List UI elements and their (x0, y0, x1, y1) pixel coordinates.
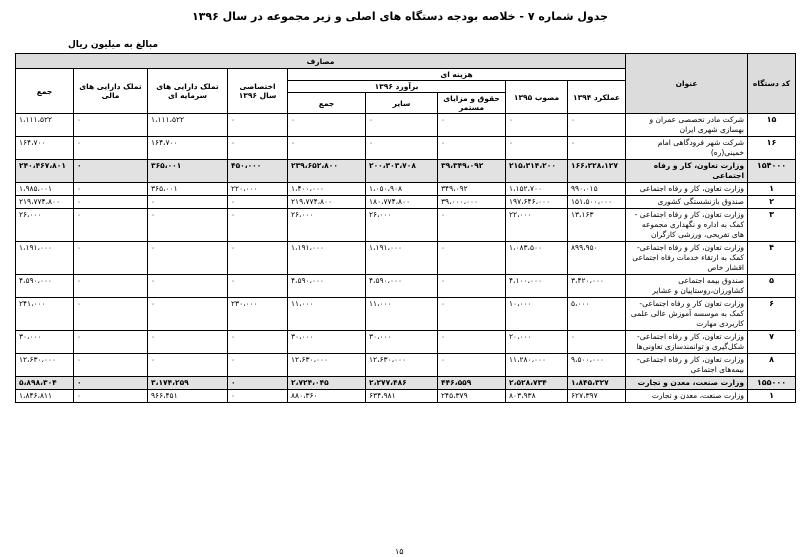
cell-subtotal: ۲۱۹،۷۷۴،۸۰۰ (288, 196, 366, 209)
cell-total: ۵،۸۹۸،۳۰۴ (16, 377, 74, 390)
cell-subtotal: ۰ (288, 114, 366, 137)
cell-financial: ۰ (74, 196, 148, 209)
cell-financial: ۰ (74, 160, 148, 183)
header-estimate: برآورد ۱۳۹۶ (288, 81, 506, 93)
cell-specific: ۰ (228, 114, 288, 137)
row-code: ۴ (748, 242, 796, 275)
cell-total: ۲۴۰،۴۶۷،۸۰۱ (16, 160, 74, 183)
cell-total: ۱،۹۸۵،۰۰۱ (16, 183, 74, 196)
cell-salary: ۳۹،۰۰۰،۰۰۰ (438, 196, 506, 209)
cell-specific: ۰ (228, 390, 288, 403)
cell-subtotal: ۲۳۹،۶۵۲،۸۰۰ (288, 160, 366, 183)
cell-other: ۶۳۴،۹۸۱ (366, 390, 438, 403)
table-row (16, 196, 796, 209)
header-financial: تملک دارایی های مالی (74, 69, 148, 114)
cell-total: ۱،۸۴۶،۸۱۱ (16, 390, 74, 403)
cell-specific: ۲۲۰،۰۰۰ (228, 183, 288, 196)
cell-salary: ۰ (438, 242, 506, 275)
table-row (16, 331, 796, 354)
cell-actual: ۱،۸۴۵،۳۲۷ (568, 377, 626, 390)
table-row (16, 160, 796, 183)
cell-financial: ۰ (74, 183, 148, 196)
cell-capital: ۱۶۴،۷۰۰ (148, 137, 228, 160)
cell-actual: ۳،۴۲۰،۰۰۰ (568, 275, 626, 298)
cell-financial: ۰ (74, 377, 148, 390)
cell-approved: ۱،۱۵۲،۷۰۰ (506, 183, 568, 196)
cell-subtotal: ۸۸۰،۳۶۰ (288, 390, 366, 403)
header-expenses: مصارف (16, 54, 626, 69)
row-code: ۱۵۴۰۰۰ (748, 160, 796, 183)
row-name: شرکت شهر فرودگاهی امام خمینی(ره) (626, 137, 748, 160)
cell-salary: ۰ (438, 354, 506, 377)
row-name: شرکت مادر تخصصی عمران و بهسازی شهری ایران (626, 114, 748, 137)
table-row (16, 209, 796, 242)
unit-note: مبالغ به میلیون ریال (68, 40, 159, 50)
cell-capital: ۰ (148, 298, 228, 331)
cell-actual: ۰ (568, 331, 626, 354)
cell-subtotal: ۱۱،۰۰۰ (288, 298, 366, 331)
header-subtotal: جمع (288, 93, 366, 114)
cell-other: ۱،۰۵۰،۹۰۸ (366, 183, 438, 196)
table-row (16, 275, 796, 298)
cell-subtotal: ۱،۱۹۱،۰۰۰ (288, 242, 366, 275)
cell-specific: ۰ (228, 331, 288, 354)
cell-capital: ۰ (148, 242, 228, 275)
cell-subtotal: ۲۶،۰۰۰ (288, 209, 366, 242)
cell-financial: ۰ (74, 298, 148, 331)
cell-subtotal: ۴،۵۹۰،۰۰۰ (288, 275, 366, 298)
cell-financial: ۰ (74, 242, 148, 275)
table-row (16, 242, 796, 275)
cell-specific: ۰ (228, 377, 288, 390)
table-row (16, 377, 796, 390)
cell-other: ۱،۱۹۱،۰۰۰ (366, 242, 438, 275)
cell-specific: ۰ (228, 242, 288, 275)
cell-actual: ۹،۵۰۰،۰۰۰ (568, 354, 626, 377)
cell-total: ۱،۱۹۱،۰۰۰ (16, 242, 74, 275)
cell-financial: ۰ (74, 137, 148, 160)
header-actual: عملکرد ۱۳۹۴ (568, 81, 626, 114)
header-capital: تملک دارایی های سرمایه ای (148, 69, 228, 114)
cell-capital: ۰ (148, 331, 228, 354)
table-row (16, 114, 796, 137)
cell-other: ۲۰۰،۳۰۳،۷۰۸ (366, 160, 438, 183)
cell-financial: ۰ (74, 275, 148, 298)
cell-capital: ۹۶۶،۴۵۱ (148, 390, 228, 403)
cell-subtotal: ۱۲،۶۳۰،۰۰۰ (288, 354, 366, 377)
cell-total: ۴،۵۹۰،۰۰۰ (16, 275, 74, 298)
cell-approved: ۱،۰۸۳،۵۰۰ (506, 242, 568, 275)
cell-approved: ۰ (506, 114, 568, 137)
cell-other: ۴،۵۹۰،۰۰۰ (366, 275, 438, 298)
row-name: وزارت تعاون، کار و رفاه اجتماعی- بیمه‌های اجتماعی (626, 354, 748, 377)
cell-other: ۲،۲۷۷،۴۸۶ (366, 377, 438, 390)
cell-financial: ۰ (74, 354, 148, 377)
cell-salary: ۰ (438, 298, 506, 331)
row-code: ۶ (748, 298, 796, 331)
table-row (16, 298, 796, 331)
table-row (16, 183, 796, 196)
cell-salary: ۰ (438, 331, 506, 354)
cell-actual: ۱۶۶،۲۲۸،۱۲۷ (568, 160, 626, 183)
budget-table (15, 53, 796, 403)
cell-specific: ۰ (228, 209, 288, 242)
cell-capital: ۳۶۵،۰۰۱ (148, 160, 228, 183)
cell-financial: ۰ (74, 114, 148, 137)
row-code: ۷ (748, 331, 796, 354)
row-code: ۱۵ (748, 114, 796, 137)
cell-salary: ۰ (438, 275, 506, 298)
header-salary: حقوق و مزایای مستمر (438, 93, 506, 114)
row-name: وزارت تعاون، کار و رفاه اجتماعی (626, 160, 748, 183)
cell-capital: ۰ (148, 275, 228, 298)
row-name: صندوق بازنشستگی کشوری (626, 196, 748, 209)
header-code: کد دستگاه (748, 54, 796, 114)
cell-actual: ۵،۰۰۰ (568, 298, 626, 331)
cell-capital: ۰ (148, 354, 228, 377)
cell-total: ۲۶،۰۰۰ (16, 209, 74, 242)
row-code: ۵ (748, 275, 796, 298)
row-name: وزارت تعاون، کار و رفاه اجتماعی-کمک به ارتقاء خدمات رفاه اجتماعی اقشار خاص (626, 242, 748, 275)
cell-capital: ۱،۱۱۱،۵۲۲ (148, 114, 228, 137)
cell-capital: ۳۶۵،۰۰۱ (148, 183, 228, 196)
cell-approved: ۲،۵۲۸،۷۳۴ (506, 377, 568, 390)
cell-specific: ۰ (228, 275, 288, 298)
cell-actual: ۹۹۰،۰۱۵ (568, 183, 626, 196)
cell-actual: ۸۹۹،۹۵۰ (568, 242, 626, 275)
cell-approved: ۸۰۳،۹۳۸ (506, 390, 568, 403)
header-approved: مصوب ۱۳۹۵ (506, 81, 568, 114)
cell-salary: ۳۹،۳۴۹،۰۹۲ (438, 160, 506, 183)
cell-approved: ۲۱۵،۳۱۴،۲۰۰ (506, 160, 568, 183)
cell-salary: ۴۴۶،۵۵۹ (438, 377, 506, 390)
header-total: جمع (16, 69, 74, 114)
cell-actual: ۰ (568, 137, 626, 160)
cell-total: ۱،۱۱۱،۵۲۲ (16, 114, 74, 137)
cell-approved: ۱۱،۲۸۰،۰۰۰ (506, 354, 568, 377)
page-number: ۱۵ (395, 547, 404, 556)
cell-salary: ۲۴۵،۳۷۹ (438, 390, 506, 403)
cell-specific: ۲۳۰،۰۰۰ (228, 298, 288, 331)
header-name: عنوان (626, 54, 748, 114)
cell-other: ۱۱،۰۰۰ (366, 298, 438, 331)
row-code: ۱۶ (748, 137, 796, 160)
cell-subtotal: ۰ (288, 137, 366, 160)
cell-salary: ۰ (438, 137, 506, 160)
cell-subtotal: ۲،۷۲۴،۰۴۵ (288, 377, 366, 390)
row-code: ۱ (748, 390, 796, 403)
header-specific: اختصاصی سال ۱۳۹۶ (228, 69, 288, 114)
cell-actual: ۱۵۱،۵۰۰،۰۰۰ (568, 196, 626, 209)
cell-specific: ۰ (228, 137, 288, 160)
cell-total: ۲۴۱،۰۰۰ (16, 298, 74, 331)
cell-specific: ۴۵۰،۰۰۰ (228, 160, 288, 183)
cell-total: ۲۱۹،۷۷۴،۸۰۰ (16, 196, 74, 209)
row-name: وزارت تعاون، کار و رفاه اجتماعی (626, 183, 748, 196)
cell-salary: ۰ (438, 114, 506, 137)
cell-approved: ۲۰،۰۰۰ (506, 331, 568, 354)
header-current: هزینه ای (288, 69, 626, 81)
cell-other: ۱۸۰،۷۷۴،۸۰۰ (366, 196, 438, 209)
cell-financial: ۰ (74, 209, 148, 242)
table-body (16, 114, 796, 403)
cell-total: ۳۰،۰۰۰ (16, 331, 74, 354)
cell-approved: ۲۲،۰۰۰ (506, 209, 568, 242)
row-name: وزارت تعاون کار و رفاه اجتماعی-کمک به موسسه آموزش عالی علمی کاربردی مهارت (626, 298, 748, 331)
row-name: وزارت تعاون، کار و رفاه اجتماعی- شکل‌گیری و توانمندسازی تعاونی‌ها (626, 331, 748, 354)
row-name: وزارت تعاون، کار و رفاه اجتماعی - کمک به اداره و نگهداری مجموعه های تفریحی، ورزشی کارگران (626, 209, 748, 242)
cell-other: ۱۲،۶۳۰،۰۰۰ (366, 354, 438, 377)
cell-salary: ۰ (438, 209, 506, 242)
cell-other: ۳۰،۰۰۰ (366, 331, 438, 354)
cell-financial: ۰ (74, 390, 148, 403)
cell-other: ۲۶،۰۰۰ (366, 209, 438, 242)
cell-actual: ۱۳،۱۶۳ (568, 209, 626, 242)
cell-salary: ۳۴۹،۰۹۲ (438, 183, 506, 196)
cell-specific: ۰ (228, 196, 288, 209)
cell-actual: ۰ (568, 114, 626, 137)
cell-subtotal: ۱،۴۰۰،۰۰۰ (288, 183, 366, 196)
cell-total: ۱۶۴،۷۰۰ (16, 137, 74, 160)
row-name: صندوق بیمه اجتماعی کشاورزان،روستاییان و عشایر (626, 275, 748, 298)
cell-other: ۰ (366, 137, 438, 160)
row-code: ۳ (748, 209, 796, 242)
cell-capital: ۰ (148, 196, 228, 209)
row-code: ۸ (748, 354, 796, 377)
cell-approved: ۰ (506, 137, 568, 160)
cell-other: ۰ (366, 114, 438, 137)
cell-actual: ۶۲۷،۳۹۷ (568, 390, 626, 403)
row-code: ۲ (748, 196, 796, 209)
row-code: ۱ (748, 183, 796, 196)
row-name: وزارت صنعت، معدن و تجارت (626, 377, 748, 390)
table-row (16, 390, 796, 403)
row-name: وزارت صنعت، معدن و تجارت (626, 390, 748, 403)
cell-financial: ۰ (74, 331, 148, 354)
cell-approved: ۱۰،۰۰۰ (506, 298, 568, 331)
table-row (16, 354, 796, 377)
row-code: ۱۵۵۰۰۰ (748, 377, 796, 390)
page-title: جدول شماره ۷ - خلاصه بودجه دستگاه های اصلی و زیر مجموعه در سال ۱۳۹۶ (191, 10, 609, 23)
cell-capital: ۳،۱۷۴،۲۵۹ (148, 377, 228, 390)
cell-capital: ۰ (148, 209, 228, 242)
table-row (16, 137, 796, 160)
cell-subtotal: ۳۰،۰۰۰ (288, 331, 366, 354)
cell-specific: ۰ (228, 354, 288, 377)
cell-approved: ۱۹۷،۶۴۶،۰۰۰ (506, 196, 568, 209)
cell-total: ۱۲،۶۳۰،۰۰۰ (16, 354, 74, 377)
header-other: سایر (366, 93, 438, 114)
cell-approved: ۴،۱۰۰،۰۰۰ (506, 275, 568, 298)
